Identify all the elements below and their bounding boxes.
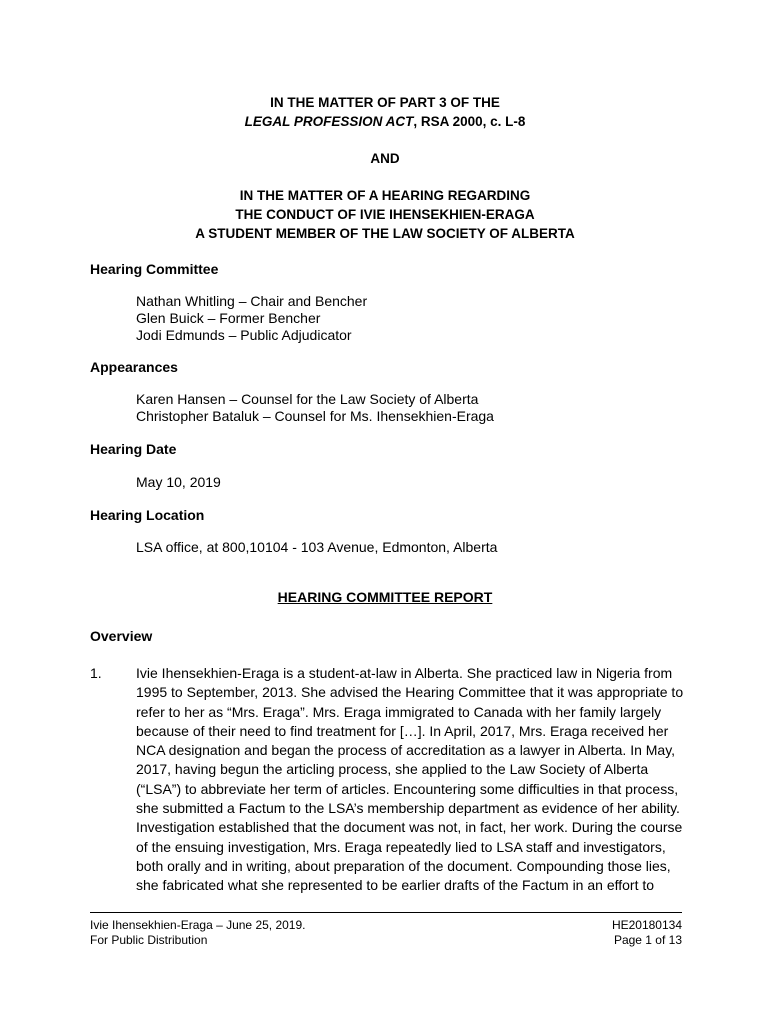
appearance-item: Christopher Bataluk – Counsel for Ms. Ihensekhien-Eraga <box>136 408 494 424</box>
hearing-date-heading: Hearing Date <box>90 441 177 457</box>
paragraph-line: NCA designation and began the process of accreditation as a lawyer in Alberta. In May, <box>136 742 676 759</box>
caption-line-1: IN THE MATTER OF PART 3 OF THE <box>270 95 500 110</box>
hearing-location-heading: Hearing Location <box>90 507 205 523</box>
caption-and-text: AND <box>370 151 400 166</box>
footer-left <box>90 918 305 948</box>
committee-member: Nathan Whitling – Chair and Bencher <box>136 293 368 309</box>
footer-divider <box>90 912 682 913</box>
caption-header <box>0 93 770 131</box>
appearance-item: Karen Hansen – Counsel for the Law Society of Alberta <box>136 391 479 407</box>
act-name: LEGAL PROFESSION ACT <box>244 114 414 129</box>
paragraph-line: both orally and in writing, about preparation of the document. Compounding those lies, <box>136 857 671 874</box>
caption-line-4: THE CONDUCT OF IVIE IHENSEKHIEN-ERAGA <box>235 207 535 222</box>
paragraph-line: 1995 to September, 2013. She advised the Hearing Committee that it was appropriate to <box>136 684 684 701</box>
hearing-location-value: LSA office, at 800,10104 - 103 Avenue, Edmonton, Alberta <box>136 539 498 555</box>
footer-page-number: Page 1 of 13 <box>613 933 682 947</box>
caption-line-2 <box>0 112 770 131</box>
paragraph-line: Investigation established that the document was not, in fact, her work. During the course <box>136 819 683 836</box>
committee-member: Jodi Edmunds – Public Adjudicator <box>136 327 352 343</box>
caption-and <box>0 149 770 168</box>
act-citation: , RSA 2000, c. L-8 <box>413 114 526 129</box>
footer-distribution: For Public Distribution <box>90 933 208 947</box>
hearing-date-value: May 10, 2019 <box>136 474 221 490</box>
overview-heading: Overview <box>90 628 153 644</box>
paragraph-line: 2017, having begun the articling process, she applied to the Law Society of Alberta <box>136 761 649 778</box>
paragraph-line: because of their need to find treatment for […]. In April, 2017, Mrs. Eraga received her <box>136 722 669 739</box>
overview-paragraph <box>136 664 682 896</box>
caption-line-5: A STUDENT MEMBER OF THE LAW SOCIETY OF ALBERTA <box>195 226 575 241</box>
report-title: HEARING COMMITTEE REPORT <box>277 589 493 605</box>
paragraph-line: Ivie Ihensekhien-Eraga is a student-at-law in Alberta. She practiced law in Nigeria from <box>136 665 673 681</box>
footer-file-number: HE20180134 <box>611 918 682 932</box>
footer-case-name-date: Ivie Ihensekhien-Eraga – June 25, 2019. <box>90 918 306 932</box>
paragraph-line: she fabricated what she represented to be earlier drafts of the Factum in an effort to <box>136 877 655 894</box>
paragraph-number: 1. <box>90 665 102 681</box>
footer-right <box>612 918 682 948</box>
appearances-heading: Appearances <box>90 359 178 375</box>
committee-member: Glen Buick – Former Bencher <box>136 310 321 326</box>
paragraph-line: refer to her as “Mrs. Eraga”. Mrs. Eraga immigrated to Canada with her family largely <box>136 703 662 720</box>
hearing-committee-heading: Hearing Committee <box>90 261 219 277</box>
caption-matter <box>0 186 770 243</box>
paragraph-line: she submitted a Factum to the LSA’s membership department as evidence of her ability. <box>136 800 680 817</box>
paragraph-line: (“LSA”) to abbreviate her term of articles. Encountering some difficulties in that process, <box>136 780 679 797</box>
caption-line-3: IN THE MATTER OF A HEARING REGARDING <box>239 188 531 203</box>
paragraph-line: of the ensuing investigation, Mrs. Eraga repeatedly lied to LSA staff and investigators, <box>136 838 666 855</box>
